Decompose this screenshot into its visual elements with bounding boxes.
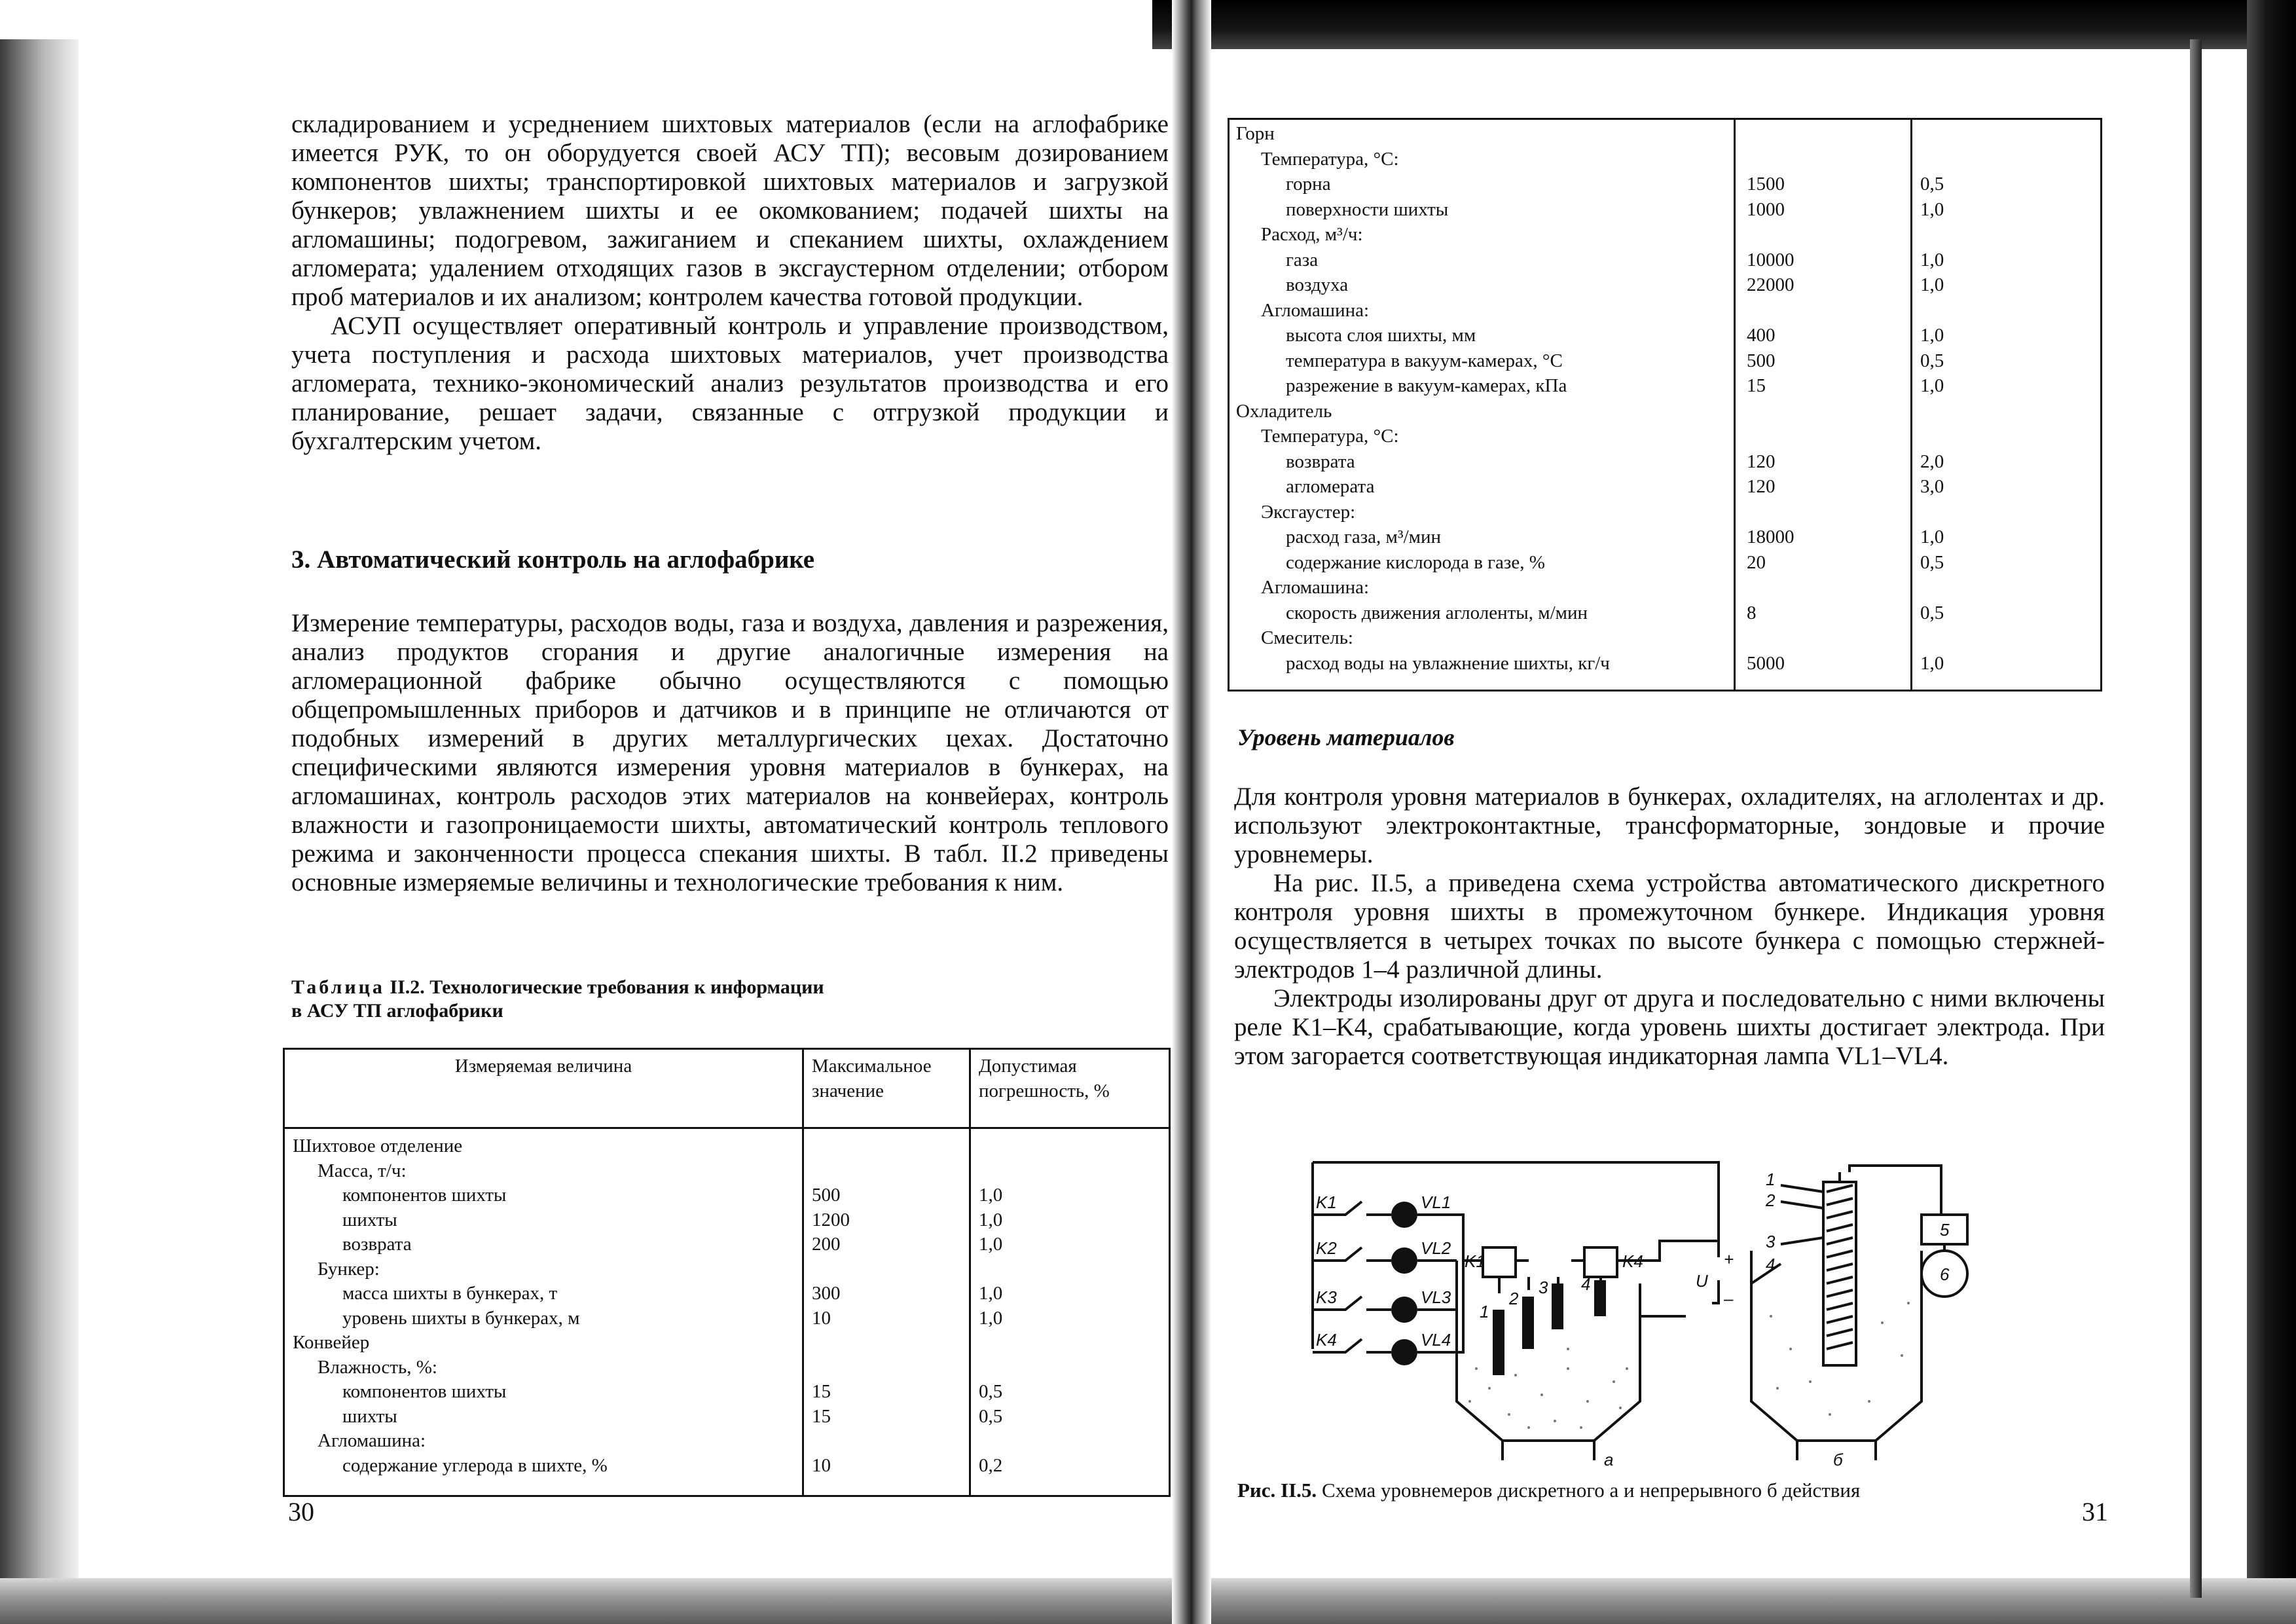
cell-tolerance: 0,5 (1920, 551, 1944, 573)
subheading-material-level: Уровень материалов (1237, 724, 1455, 750)
table-row (1230, 323, 2100, 348)
cell-measured-value: Шихтовое отделение (293, 1135, 463, 1156)
table-row (1230, 399, 2100, 424)
table-row (1230, 222, 2100, 247)
cell-measured-value: Смеситель: (1261, 627, 1353, 648)
cell-measured-value: компонентов шихты (342, 1185, 507, 1206)
table-row (1230, 373, 2100, 398)
header-measured-value: Измеряемая величина (454, 1056, 632, 1077)
cell-max-value: 500 (1747, 350, 1776, 371)
page-right-edge-shadow (2247, 0, 2296, 1624)
table-row (1230, 651, 2100, 676)
cell-tolerance: 0,5 (979, 1381, 1003, 1402)
right-paragraphs: Для контроля уровня материалов в бункерах, охладителях, на аглолентах и др. используют электроконтактные, трансформаторные, зондовые и прочие уровнемеры. На рис. II.5, а приведена схема устройства автоматического дискретного контроля уровня шихты в промежуточном бункере. Индикация уровня осуществляется в четырех точках по высоте бункера с помощью стержней-электродов 1–4 различной длины. Электроды изолированы друг от друга и последовательно с ними включены реле K1–K4, срабатывающие, когда уровень шихты достигает электрода. При этом загорается соответствующая индикаторная лампа VL1–VL4. (1234, 783, 2105, 1070)
callout-label: 3 (1766, 1232, 1776, 1251)
cell-measured-value: шихты (342, 1405, 397, 1427)
page-number-left: 30 (288, 1497, 314, 1526)
cell-tolerance: 0,2 (979, 1454, 1003, 1476)
table-row (285, 1158, 1169, 1183)
coil-label: K4 (1622, 1251, 1643, 1271)
book-gutter (1172, 0, 1211, 1624)
page-top-edge-shadow (1152, 0, 2296, 49)
table-caption (291, 976, 824, 1023)
cell-tolerance: 1,0 (1920, 249, 1944, 270)
meter-label: 6 (1940, 1264, 1950, 1284)
table-row (1230, 172, 2100, 196)
cell-measured-value: горна (1286, 174, 1331, 194)
cell-max-value: 1200 (812, 1209, 850, 1230)
table-row (1230, 449, 2100, 474)
cell-max-value: 22000 (1747, 274, 1795, 295)
cell-max-value: 200 (812, 1234, 841, 1255)
cell-tolerance: 1,0 (979, 1307, 1003, 1329)
table-row (1230, 550, 2100, 575)
cell-tolerance: 0,5 (1920, 602, 1944, 623)
left-paragraph-1: складированием и усреднением шихтовых материалов (если на аглофабрике имеется РУК, то он оборудуется своей АСУ ТП); весовым дозированием компонентов шихты; транспортировкой шихтовых материалов и загрузкой бункеров; увлажнением шихты и ее окомкованием; подачей шихты на агломашины; подогревом, зажиганием и спеканием шихты, охлаждением агломерата; удалением отходящих газов в эксгаустерном отделении; отбором проб материалов и их анализом; контролем качества готовой продукции. АСУП осуществляет оперативный контроль и управление производством, учета поступления и расхода шихтовых материалов, учет производства агломерата, технико-экономический анализ результатов производства и его планирование, решает задачи, связанные с отгрузкой продукции и бухгалтерским учетом. (291, 110, 1169, 455)
lamp-label: VL3 (1421, 1287, 1451, 1307)
page-number-right: 31 (2082, 1497, 2108, 1526)
cell-measured-value: Температура, °С: (1261, 426, 1399, 447)
cell-measured-value: Конвейер (293, 1332, 370, 1353)
cell-tolerance: 1,0 (1920, 325, 1944, 346)
plus-label: + (1724, 1249, 1734, 1269)
table-row (1230, 600, 2100, 625)
cell-measured-value: температура в вакуум-камерах, °С (1286, 350, 1563, 371)
cell-max-value: 10000 (1747, 249, 1795, 270)
page-bottom-edge-shadow (0, 1578, 2296, 1624)
header-max-value: Максимальное значение (812, 1056, 932, 1101)
cell-measured-value: скорость движения аглоленты, м/мин (1286, 602, 1588, 623)
table-header-divider (285, 1127, 1169, 1129)
right-page-edge (2190, 39, 2202, 1598)
electrode-label: 1 (1480, 1302, 1489, 1321)
cell-measured-value: Масса, т/ч: (318, 1160, 407, 1181)
cell-measured-value: компонентов шихты (342, 1381, 507, 1402)
cell-measured-value: возврата (342, 1234, 412, 1255)
cell-measured-value: расход воды на увлажнение шихты, кг/ч (1286, 652, 1610, 674)
cell-measured-value: газа (1286, 249, 1319, 270)
cell-max-value: 500 (812, 1185, 841, 1206)
table-row (285, 1330, 1169, 1355)
cell-tolerance: 1,0 (1920, 198, 1944, 220)
cell-max-value: 1500 (1747, 174, 1785, 194)
indicator-lamps (1391, 1202, 1417, 1365)
cell-measured-value: содержание углерода в шихте, % (342, 1454, 608, 1476)
lamp-label: VL4 (1421, 1330, 1451, 1350)
figure-caption-label: Рис. II.5. (1237, 1479, 1317, 1502)
table-row (1230, 121, 2100, 146)
cell-tolerance: 1,0 (1920, 652, 1944, 674)
table-row (1230, 474, 2100, 499)
cell-max-value: 10 (812, 1307, 831, 1329)
cell-measured-value: Влажность, %: (318, 1356, 437, 1378)
table-row (1230, 248, 2100, 272)
electrode-label: 4 (1581, 1274, 1591, 1294)
cell-max-value: 120 (1747, 476, 1776, 497)
callout-label: 2 (1766, 1190, 1776, 1210)
cell-measured-value: Агломашина: (1261, 299, 1370, 321)
cell-max-value: 10 (812, 1454, 831, 1476)
table-row (285, 1453, 1169, 1478)
cell-max-value: 1000 (1747, 198, 1785, 220)
table-row (1230, 500, 2100, 525)
callout-label: 1 (1766, 1170, 1776, 1189)
table-row (1230, 147, 2100, 172)
voltage-label: U (1696, 1271, 1708, 1291)
cell-measured-value: уровень шихты в бункерах, м (342, 1307, 580, 1329)
requirements-table-part1 (283, 1048, 1171, 1497)
table-row (285, 1379, 1169, 1404)
cell-tolerance: 2,0 (1920, 451, 1944, 472)
coil-label: K1 (1465, 1251, 1485, 1271)
level-gauge-diagram (1293, 1153, 2007, 1480)
lamp-label: VL1 (1421, 1192, 1451, 1212)
cell-measured-value: Температура, °С: (1261, 148, 1399, 170)
cell-measured-value: Бункер: (318, 1258, 380, 1280)
table-row (285, 1257, 1169, 1282)
diagram-b-label: б (1833, 1450, 1843, 1469)
box-label: 5 (1940, 1220, 1950, 1240)
table-row (1230, 424, 2100, 449)
relay-label: K1 (1316, 1192, 1337, 1212)
figure-caption (1237, 1479, 1860, 1502)
cell-measured-value: агломерата (1286, 476, 1375, 497)
cell-measured-value: Эксгаустер: (1261, 501, 1356, 523)
table-row (285, 1428, 1169, 1453)
table-caption-title: II.2. Технологические требования к информации (384, 976, 824, 998)
lamp-label: VL2 (1421, 1238, 1451, 1258)
cell-measured-value: содержание кислорода в газе, % (1286, 551, 1545, 573)
cell-max-value: 120 (1747, 451, 1776, 472)
table-row (1230, 298, 2100, 323)
cell-max-value: 8 (1747, 602, 1757, 623)
cell-max-value: 15 (812, 1405, 831, 1427)
table-caption-label: Таблица (291, 976, 385, 998)
diagram-a-label: а (1604, 1450, 1614, 1469)
cell-tolerance: 0,5 (1920, 350, 1944, 371)
table-row (285, 1306, 1169, 1331)
table-row (285, 1208, 1169, 1232)
cell-measured-value: Охладитель (1236, 400, 1332, 422)
cell-measured-value: Горн (1236, 123, 1275, 144)
cell-tolerance: 0,5 (1920, 174, 1944, 194)
cell-measured-value: масса шихты в бункерах, т (342, 1283, 558, 1304)
table-caption-line2: в АСУ ТП аглофабрики (291, 1000, 503, 1022)
table-row (285, 1404, 1169, 1429)
relay-label: K4 (1316, 1330, 1337, 1350)
table-row (1230, 525, 2100, 549)
cell-max-value: 300 (812, 1283, 841, 1304)
cell-tolerance: 1,0 (979, 1234, 1003, 1255)
cell-max-value: 15 (1747, 375, 1766, 396)
table-row (285, 1183, 1169, 1208)
cell-measured-value: расход газа, м³/мин (1286, 526, 1442, 547)
requirements-table-part2 (1228, 118, 2102, 692)
header-tolerance: Допустимая погрешность, % (979, 1056, 1110, 1101)
table-row (285, 1355, 1169, 1380)
relay-label: K2 (1316, 1238, 1337, 1258)
cell-measured-value: разрежение в вакуум-камерах, кПа (1286, 375, 1567, 396)
minus-label: – (1724, 1289, 1734, 1308)
table-row (1230, 625, 2100, 650)
cell-tolerance: 1,0 (1920, 526, 1944, 547)
cell-tolerance: 1,0 (1920, 274, 1944, 295)
electrode-label: 2 (1509, 1289, 1519, 1308)
cell-max-value: 20 (1747, 551, 1766, 573)
cell-tolerance: 1,0 (979, 1283, 1003, 1304)
electrode-label: 3 (1539, 1278, 1548, 1297)
table-row (285, 1232, 1169, 1257)
cell-measured-value: воздуха (1286, 274, 1349, 295)
cell-max-value: 400 (1747, 325, 1776, 346)
table-row (285, 1281, 1169, 1306)
figure-caption-text: Схема уровнемеров дискретного а и непрерывного б действия (1317, 1479, 1861, 1502)
section-heading: 3. Автоматический контроль на аглофабрике (291, 545, 815, 574)
cell-tolerance: 1,0 (1920, 375, 1944, 396)
table-row (285, 1134, 1169, 1158)
cell-max-value: 5000 (1747, 652, 1785, 674)
relay-label: K3 (1316, 1287, 1337, 1307)
cell-measured-value: поверхности шихты (1286, 198, 1449, 220)
cell-measured-value: шихты (342, 1209, 397, 1230)
cell-tolerance: 0,5 (979, 1405, 1003, 1427)
table-row (1230, 272, 2100, 297)
page-left-edge-shadow (0, 39, 79, 1624)
cell-measured-value: Агломашина: (1261, 577, 1370, 598)
table-row (1230, 348, 2100, 373)
cell-measured-value: Агломашина: (318, 1430, 426, 1451)
cell-measured-value: высота слоя шихты, мм (1286, 325, 1476, 346)
table-row (1230, 197, 2100, 222)
cell-tolerance: 3,0 (1920, 476, 1944, 497)
cell-tolerance: 1,0 (979, 1185, 1003, 1206)
callout-label: 4 (1766, 1255, 1776, 1274)
cell-measured-value: возврата (1286, 451, 1355, 472)
cell-tolerance: 1,0 (979, 1209, 1003, 1230)
cell-max-value: 15 (812, 1381, 831, 1402)
table-row (1230, 575, 2100, 600)
cell-measured-value: Расход, м³/ч: (1261, 224, 1363, 245)
cell-max-value: 18000 (1747, 526, 1795, 547)
left-paragraph-3: Измерение температуры, расходов воды, газа и воздуха, давления и разрежения, анализ продуктов сгорания и другие аналогичные измерения на агломерационной фабрике обычно осуществляются с помощью общепромышленных приборов и датчиков и в принципе не отличаются от подобных измерений в других металлургических цехах. Достаточно специфическими являются измерения уровня материалов в бункерах, на агломашинах, контроль расходов этих материалов на конвейерах, контроль влажности и газопроницаемости шихты, автоматический контроль теплового режима и законченности процесса спекания шихты. В табл. II.2 приведены основные измеряемые величины и технологические требования к ним. (291, 609, 1169, 896)
